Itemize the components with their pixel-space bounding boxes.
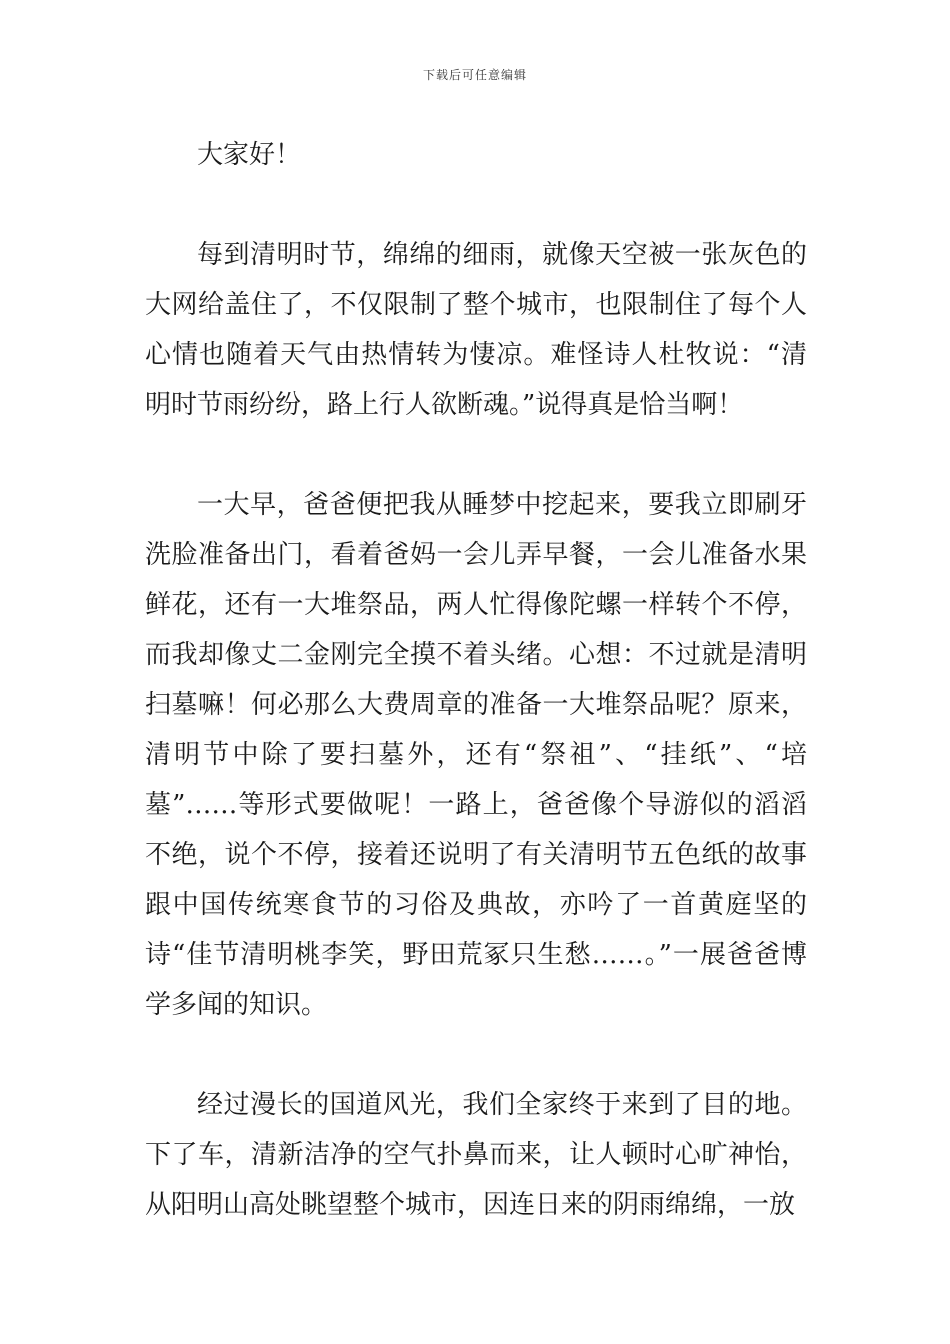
paragraph-1: 每到清明时节，绵绵的细雨，就像天空被一张灰色的大网给盖住了，不仅限制了整个城市，也限制住了每个人心情也随着天气由热情转为悽凉。难怪诗人杜牧说：“清明时节雨纷纷，路上行人欲断魂。”说得真是恰当啊！ [145, 240, 807, 420]
document-body [145, 130, 807, 1280]
greeting: 大家好！ [197, 140, 302, 170]
header-note: 下载后可任意编辑 [422, 68, 527, 82]
paragraph-2: 一大早，爸爸便把我从睡梦中挖起来，要我立即刷牙洗脸准备出门，看着爸妈一会儿弄早餐，一会儿准备水果鲜花，还有一大堆祭品，两人忙得像陀螺一样转个不停，而我却像丈二金刚完全摸不着头绪。心想：不过就是清明扫墓嘛！何必那么大费周章的准备一大堆祭品呢？原来，清明节中除了要扫墓外，还有“祭祖”、“挂纸”、“培墓”……等形式要做呢！一路上，爸爸像个导游似的滔滔不绝，说个不停，接着还说明了有关清明节五色纸的故事跟中国传统寒食节的习俗及典故，亦吟了一首黄庭坚的诗“佳节清明桃李笑，野田荒冢只生愁……。”一展爸爸博学多闻的知识。 [145, 490, 807, 1020]
paragraph-3: 经过漫长的国道风光，我们全家终于来到了目的地。下了车，清新洁净的空气扑鼻而来，让人顿时心旷神怡，从阳明山高处眺望整个城市，因连日来的阴雨绵绵，一放 [145, 1090, 807, 1220]
